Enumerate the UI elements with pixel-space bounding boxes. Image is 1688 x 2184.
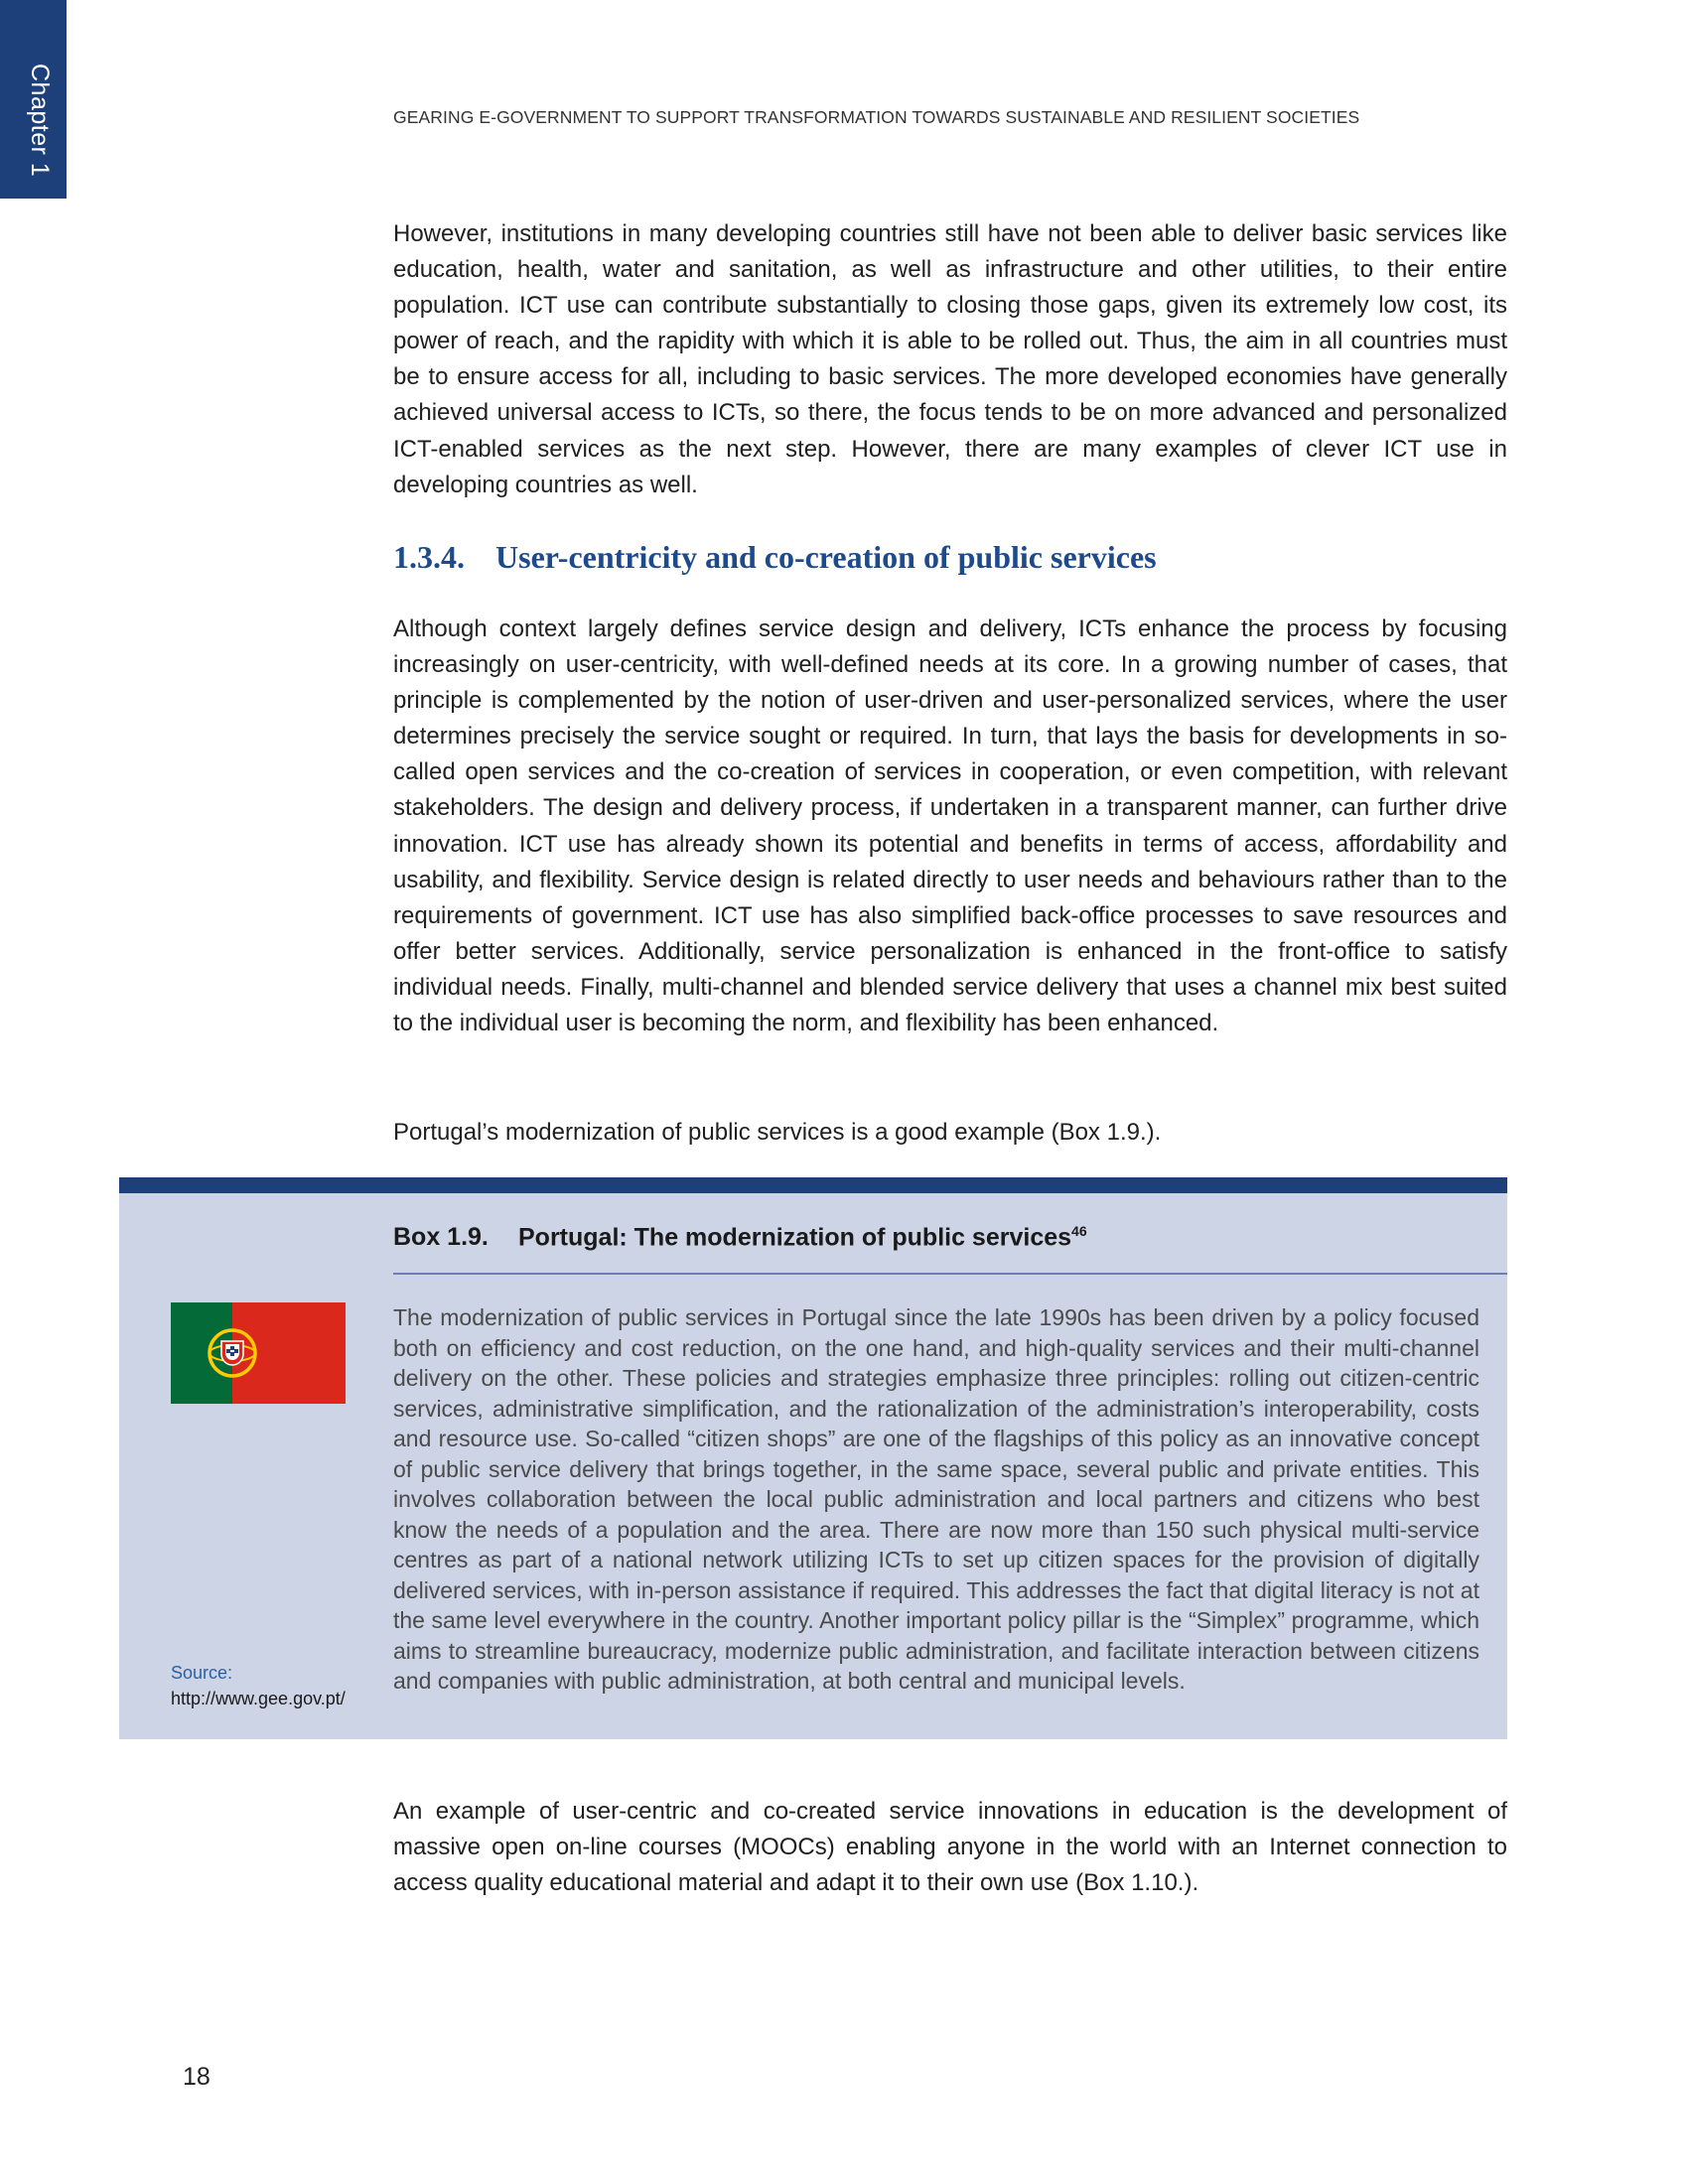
box-footnote-ref[interactable]: 46 [1071, 1223, 1087, 1239]
flag-quina-right [234, 1349, 238, 1353]
box-title [393, 1223, 1087, 1252]
source-url-link[interactable]: http://www.gee.gov.pt/ [171, 1689, 346, 1708]
flag-quina-center [230, 1346, 234, 1350]
section-title: User-centricity and co-creation of public services [495, 539, 1157, 575]
box-source [171, 1660, 359, 1711]
chapter-tab [0, 0, 67, 199]
portugal-flag-icon [171, 1302, 346, 1404]
section-heading [393, 539, 1157, 576]
source-label: Source: [171, 1663, 233, 1683]
paragraph-user-centricity: Although context largely defines service design and delivery, ICTs enhance the process by focusing increasingly on user-centricity, with well-defined needs at its core. In a growing number of cases, that principle is complemented by the notion of user-driven and user-personalized services, where the user determines precisely the service sought or required. In turn, that lays the basis for developments in so-called open services and the co-creation of services in cooperation, or even competition, with relevant stakeholders. The design and delivery process, if undertaken in a transparent manner, can further drive innovation. ICT use has already shown its potential and benefits in terms of access, affordability and usability, and flexibility. Service design is related directly to user needs and behaviours rather than to the requirements of government. ICT use has also simplified back-office processes to save resources and offer better services. Additionally, service personalization is enhanced in the front-office to satisfy individual needs. Finally, multi-channel and blended service delivery that uses a channel mix best suited to the individual user is becoming the norm, and flexibility has been enhanced. [393, 615, 1507, 1037]
running-header: GEARING E-GOVERNMENT TO SUPPORT TRANSFORMATION TOWARDS SUSTAINABLE AND RESILIENT SOCIETIES [393, 107, 1360, 127]
chapter-tab-label: Chapter 1 [26, 64, 54, 178]
page-number: 18 [183, 2063, 211, 2091]
paragraph-moocs: An example of user-centric and co-created service innovations in education is the development of massive open on-line courses (MOOCs) enabling anyone in the world with an Internet connection to access quality educational material and adapt it to their own use (Box 1.10.). [393, 1798, 1507, 1897]
flag-quina-bottom [230, 1352, 234, 1356]
box-1-9 [119, 1177, 1507, 1739]
paragraph-intro: However, institutions in many developing countries still have not been able to deliver basic services like education, health, water and sanitation, as well as infrastructure and other utilities, to their entire population. ICT use can contribute substantially to closing those gaps, given its extremely low cost, its power of reach, and the rapidity with which it is able to be rolled out. Thus, the aim in all countries must be to ensure access for all, including to basic services. The more developed economies have generally achieved universal access to ICTs, so there, the focus tends to be on more advanced and personalized ICT-enabled services as the next step. However, there are many examples of clever ICT use in developing countries as well. [393, 220, 1507, 498]
paragraph-portugal-reference: Portugal’s modernization of public services is a good example (Box 1.9.). [393, 1119, 1162, 1146]
flag-quina-left [226, 1349, 230, 1353]
flag-red-field [232, 1302, 346, 1404]
box-number: Box 1.9. [393, 1223, 489, 1252]
box-title-text: Portugal: The modernization of public services [518, 1223, 1072, 1252]
box-body-text: The modernization of public services in Portugal since the late 1990s has been driven by a policy focused both on efficiency and cost reduction, on the one hand, and high-quality services and their multi-channel delivery on the other. These policies and strategies emphasize three principles: rolling out citizen-centric services, administrative simplification, and the rationalization of the administration’s interoperability, costs and resource use. So-called “citizen shops” are one of the flagships of this policy as an innovative concept of public service delivery that brings together, in the same space, several public and private entities. This involves collaboration between the local public administration and local partners and citizens who best know the needs of a population and the area. There are now more than 150 such physical multi-service centres as part of a national network utilizing ICTs to set up citizen spaces for the provision of digitally delivered services, with in-person assistance if required. This addresses the fact that digital literacy is not at the same level everywhere in the country. Another important policy pillar is the “Simplex” programme, which aims to streamline bureaucracy, modernize public administration, and facilitate interaction between citizens and companies with public administration, at both central and municipal levels. [393, 1304, 1479, 1694]
section-number: 1.3.4. [393, 539, 465, 575]
box-divider [393, 1273, 1507, 1275]
